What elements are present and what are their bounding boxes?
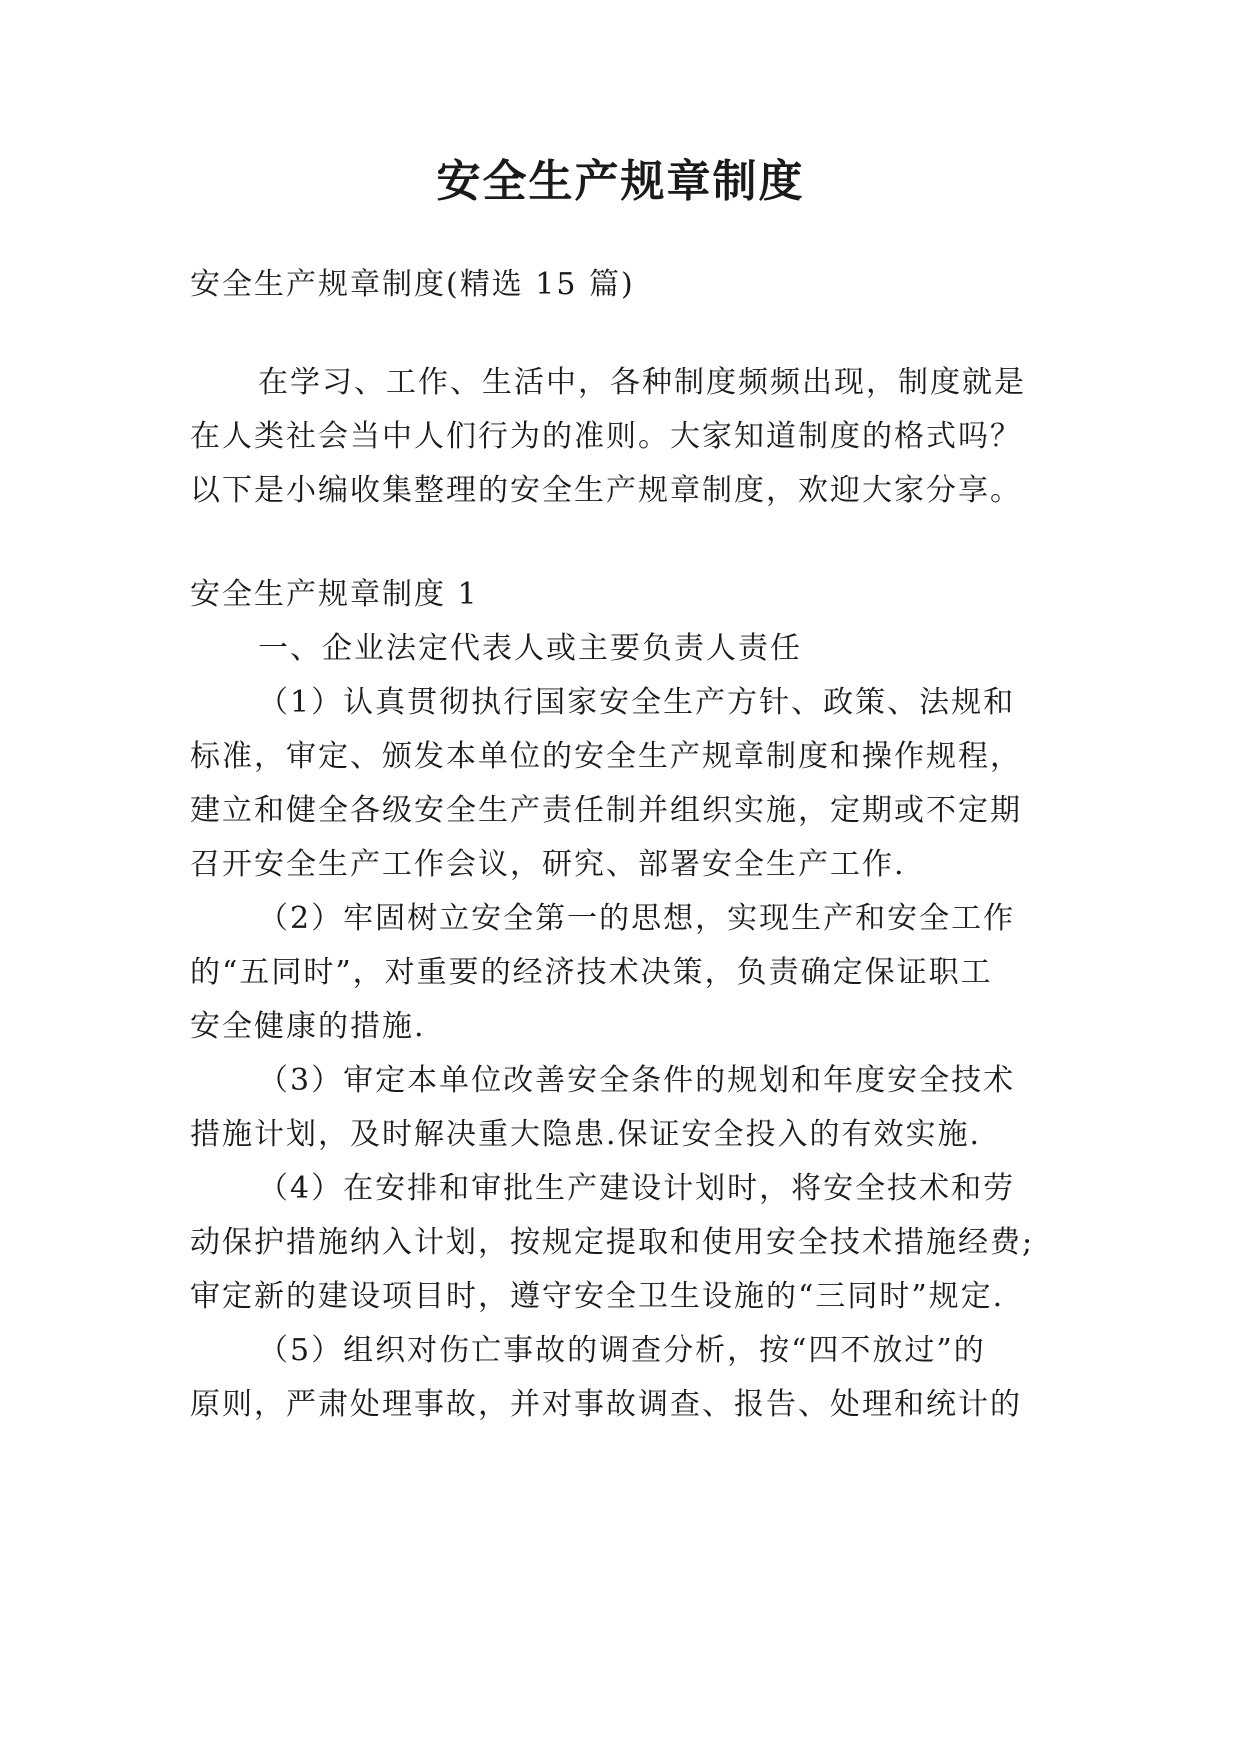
paragraph-line: 建立和健全各级安全生产责任制并组织实施，定期或不定期	[190, 793, 1022, 828]
intro-line: 在学习、工作、生活中，各种制度频频出现，制度就是	[258, 365, 1026, 400]
paragraph-line: （2）牢固树立安全第一的思想，实现生产和安全工作	[258, 901, 1016, 936]
intro-line: 在人类社会当中人们行为的准则。大家知道制度的格式吗？	[190, 419, 1022, 454]
paragraph-line: 措施计划，及时解决重大隐患.保证安全投入的有效实施.	[190, 1117, 982, 1152]
document-subtitle: 安全生产规章制度(精选 15 篇)	[190, 267, 635, 302]
paragraph-line: 安全健康的措施.	[190, 1009, 426, 1044]
section-item-heading: 一、企业法定代表人或主要负责人责任	[258, 631, 802, 666]
paragraph-line: （4）在安排和审批生产建设计划时，将安全技术和劳	[258, 1171, 1016, 1206]
document-title: 安全生产规章制度	[436, 156, 805, 207]
paragraph-line: （1）认真贯彻执行国家安全生产方针、政策、法规和	[258, 685, 1016, 720]
intro-line: 以下是小编收集整理的安全生产规章制度，欢迎大家分享。	[190, 473, 1022, 508]
paragraph-line: 动保护措施纳入计划，按规定提取和使用安全技术措施经费;	[190, 1225, 1035, 1260]
paragraph-line: 的“五同时”，对重要的经济技术决策，负责确定保证职工	[190, 955, 993, 990]
section-heading: 安全生产规章制度 1	[190, 577, 479, 612]
paragraph-line: 标准，审定、颁发本单位的安全生产规章制度和操作规程，	[190, 739, 1022, 774]
paragraph-line: （3）审定本单位改善安全条件的规划和年度安全技术	[258, 1063, 1016, 1098]
paragraph-line: 原则，严肃处理事故，并对事故调查、报告、处理和统计的	[190, 1387, 1022, 1422]
paragraph-line: （5）组织对伤亡事故的调查分析，按“四不放过”的	[258, 1333, 986, 1368]
paragraph-line: 召开安全生产工作会议，研究、部署安全生产工作.	[190, 847, 906, 882]
paragraph-line: 审定新的建设项目时，遵守安全卫生设施的“三同时”规定.	[190, 1279, 1005, 1314]
